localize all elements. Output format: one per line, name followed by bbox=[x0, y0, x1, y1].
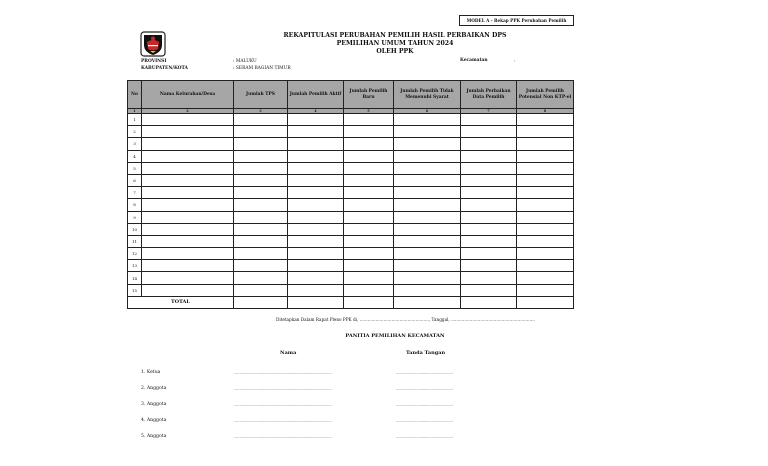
table-cell bbox=[517, 260, 574, 272]
table-cell bbox=[234, 138, 288, 150]
table-cell bbox=[288, 235, 344, 247]
table-cell bbox=[461, 248, 517, 260]
table-cell bbox=[234, 211, 288, 223]
table-cell bbox=[461, 138, 517, 150]
doc-title-line2: PEMILIHAN UMUM TAHUN 2024 bbox=[336, 40, 454, 47]
table-cell bbox=[461, 260, 517, 272]
table-cell bbox=[344, 138, 394, 150]
signatory-role: 4. Anggota bbox=[141, 418, 167, 423]
table-cell bbox=[234, 162, 288, 174]
table-cell bbox=[394, 126, 461, 138]
kecamatan-value: , bbox=[514, 58, 516, 63]
table-cell bbox=[142, 162, 234, 174]
row-number: 12 bbox=[128, 248, 142, 260]
table-cell bbox=[142, 284, 234, 296]
nama-column-heading: Nama bbox=[280, 350, 297, 356]
table-cell bbox=[344, 296, 394, 308]
table-cell bbox=[517, 235, 574, 247]
table-row bbox=[128, 187, 574, 199]
table-row bbox=[128, 248, 574, 260]
row-number: 8 bbox=[128, 199, 142, 211]
table-cell bbox=[517, 138, 574, 150]
table-cell bbox=[288, 260, 344, 272]
table-row bbox=[128, 162, 574, 174]
header-cell: Jumlah Pemilih Potensial Non KTP-el bbox=[517, 81, 574, 109]
table-cell bbox=[234, 235, 288, 247]
row-number: 7 bbox=[128, 187, 142, 199]
column-number: 7 bbox=[461, 109, 517, 114]
name-blank-line: ........................................................................................... bbox=[234, 402, 332, 407]
table-cell bbox=[394, 162, 461, 174]
table-cell bbox=[461, 223, 517, 235]
table-cell bbox=[288, 138, 344, 150]
name-blank-line: ........................................................................................... bbox=[234, 434, 332, 439]
table-row bbox=[128, 235, 574, 247]
total-label: TOTAL bbox=[128, 296, 234, 308]
header-cell: Jumlah TPS bbox=[234, 81, 288, 109]
table-cell bbox=[142, 260, 234, 272]
table-cell bbox=[234, 150, 288, 162]
table-cell bbox=[461, 235, 517, 247]
table-cell bbox=[394, 296, 461, 308]
signature-blank-line: ..................................................... bbox=[396, 434, 453, 439]
table-cell bbox=[517, 187, 574, 199]
table-cell bbox=[394, 199, 461, 211]
row-number: 10 bbox=[128, 223, 142, 235]
table-cell bbox=[344, 235, 394, 247]
signature-blank-line: ..................................................... bbox=[396, 418, 453, 423]
table-cell bbox=[394, 223, 461, 235]
table-cell bbox=[234, 223, 288, 235]
table-cell bbox=[288, 211, 344, 223]
signature-blank-line: ..................................................... bbox=[396, 370, 453, 375]
signatory-role: 3. Anggota bbox=[141, 402, 167, 407]
table-cell bbox=[517, 126, 574, 138]
row-number: 5 bbox=[128, 162, 142, 174]
table-cell bbox=[517, 199, 574, 211]
table-row bbox=[128, 138, 574, 150]
table-row bbox=[128, 260, 574, 272]
table-cell bbox=[394, 211, 461, 223]
column-number: 6 bbox=[394, 109, 461, 114]
table-cell bbox=[344, 162, 394, 174]
table-cell bbox=[344, 248, 394, 260]
kabupaten-value: : SERAM BAGIAN TIMUR bbox=[233, 66, 291, 71]
table-cell bbox=[234, 114, 288, 126]
table-cell bbox=[344, 126, 394, 138]
header-row bbox=[128, 81, 574, 109]
doc-title-line1: REKAPITULASI PERUBAHAN PEMILIH HASIL PERBAIKAN DPS bbox=[283, 32, 507, 39]
table-cell bbox=[461, 174, 517, 186]
table-cell bbox=[288, 126, 344, 138]
table-cell bbox=[142, 138, 234, 150]
table-cell bbox=[234, 272, 288, 284]
row-number: 4 bbox=[128, 150, 142, 162]
table-cell bbox=[288, 187, 344, 199]
table-cell bbox=[394, 150, 461, 162]
table-cell bbox=[142, 199, 234, 211]
table-cell bbox=[344, 150, 394, 162]
table-cell bbox=[394, 138, 461, 150]
table-cell bbox=[288, 284, 344, 296]
signatory-role: 2. Anggota bbox=[141, 386, 167, 391]
table-cell bbox=[344, 211, 394, 223]
rekap-table bbox=[127, 80, 574, 309]
provinsi-label: PROVINSI bbox=[141, 59, 167, 64]
column-number: 8 bbox=[517, 109, 574, 114]
table-cell bbox=[234, 187, 288, 199]
kecamatan-label: Kecamatan bbox=[460, 58, 488, 63]
table-cell bbox=[344, 199, 394, 211]
kabupaten-label: KABUPATEN/KOTA bbox=[141, 66, 188, 71]
row-number: 9 bbox=[128, 211, 142, 223]
row-number: 3 bbox=[128, 138, 142, 150]
table-cell bbox=[517, 114, 574, 126]
table-cell bbox=[344, 272, 394, 284]
row-number: 14 bbox=[128, 272, 142, 284]
table-cell bbox=[394, 187, 461, 199]
tanda-tangan-column-heading: Tanda Tangan bbox=[406, 350, 446, 356]
table-cell bbox=[461, 296, 517, 308]
table-cell bbox=[142, 235, 234, 247]
table-cell bbox=[234, 199, 288, 211]
table-cell bbox=[461, 211, 517, 223]
table-row bbox=[128, 223, 574, 235]
table-cell bbox=[142, 187, 234, 199]
row-number: 11 bbox=[128, 235, 142, 247]
table-cell bbox=[461, 126, 517, 138]
name-blank-line: ........................................................................................... bbox=[234, 386, 332, 391]
table-cell bbox=[288, 150, 344, 162]
header-cell: Jumlah Perbaikan Data Pemilih bbox=[461, 81, 517, 109]
table-cell bbox=[344, 114, 394, 126]
row-number: 15 bbox=[128, 284, 142, 296]
row-number: 6 bbox=[128, 174, 142, 186]
table-cell bbox=[461, 114, 517, 126]
table-cell bbox=[142, 114, 234, 126]
kpu-logo bbox=[140, 31, 166, 57]
table-cell bbox=[142, 150, 234, 162]
table-cell bbox=[344, 223, 394, 235]
signatory-role: 1. Ketua bbox=[141, 370, 161, 375]
table-cell bbox=[517, 174, 574, 186]
table-cell bbox=[517, 248, 574, 260]
total-row bbox=[128, 296, 574, 308]
table-cell bbox=[344, 284, 394, 296]
table-cell bbox=[288, 223, 344, 235]
table-cell bbox=[394, 174, 461, 186]
table-cell bbox=[394, 284, 461, 296]
table-cell bbox=[517, 296, 574, 308]
table-cell bbox=[234, 126, 288, 138]
name-blank-line: ........................................................................................... bbox=[234, 418, 332, 423]
column-number: 3 bbox=[234, 109, 288, 114]
panitia-title: PANITIA PEMILIHAN KECAMATAN bbox=[345, 333, 445, 339]
table-row bbox=[128, 272, 574, 284]
table-cell bbox=[234, 296, 288, 308]
table-cell bbox=[234, 284, 288, 296]
table-cell bbox=[461, 162, 517, 174]
table-cell bbox=[394, 272, 461, 284]
table-cell bbox=[461, 199, 517, 211]
doc-title-line3: OLEH PPK bbox=[376, 48, 414, 55]
table-cell bbox=[394, 235, 461, 247]
table-cell bbox=[461, 150, 517, 162]
table-cell bbox=[288, 248, 344, 260]
table-cell bbox=[288, 174, 344, 186]
table-cell bbox=[234, 248, 288, 260]
signature-blank-line: ..................................................... bbox=[396, 386, 453, 391]
table-row bbox=[128, 114, 574, 126]
table-cell bbox=[461, 187, 517, 199]
table-cell bbox=[288, 114, 344, 126]
table-row bbox=[128, 284, 574, 296]
header-cell: Nama Kelurahan/Desa bbox=[142, 81, 234, 109]
table-cell bbox=[394, 260, 461, 272]
table-row bbox=[128, 199, 574, 211]
table-cell bbox=[142, 272, 234, 284]
table-cell bbox=[517, 223, 574, 235]
provinsi-value: : MALUKU bbox=[233, 59, 257, 64]
row-number: 1 bbox=[128, 114, 142, 126]
signatory-role: 5. Anggota bbox=[141, 434, 167, 439]
table-cell bbox=[344, 174, 394, 186]
header-cell: Jumlah Pemilih Tidak Memenuhi Syarat bbox=[394, 81, 461, 109]
table-row bbox=[128, 150, 574, 162]
row-number: 13 bbox=[128, 260, 142, 272]
table-cell bbox=[234, 174, 288, 186]
table-cell bbox=[142, 223, 234, 235]
table-cell bbox=[461, 272, 517, 284]
ditetapkan-line: Ditetapkan Dalam Rapat Pleno PPK di, ...................................................., Tanggal, ............................................................... bbox=[276, 317, 535, 322]
header-cell: Jumlah Pemilih Baru bbox=[344, 81, 394, 109]
table-cell bbox=[461, 284, 517, 296]
row-number: 2 bbox=[128, 126, 142, 138]
name-blank-line: ........................................................................................... bbox=[234, 370, 332, 375]
table-cell bbox=[234, 260, 288, 272]
model-label: MODEL A - Rekap PPK Perubahan Pemilih bbox=[459, 15, 574, 26]
column-number: 2 bbox=[142, 109, 234, 114]
header-cell: Jumlah Pemilih Aktif bbox=[288, 81, 344, 109]
table-cell bbox=[142, 248, 234, 260]
table-cell bbox=[344, 260, 394, 272]
table-cell bbox=[142, 126, 234, 138]
table-row bbox=[128, 211, 574, 223]
table-cell bbox=[394, 248, 461, 260]
table-cell bbox=[288, 272, 344, 284]
table-cell bbox=[517, 162, 574, 174]
column-number: 1 bbox=[128, 109, 142, 114]
table-cell bbox=[288, 162, 344, 174]
table-cell bbox=[142, 211, 234, 223]
signature-blank-line: ..................................................... bbox=[396, 402, 453, 407]
table-cell bbox=[517, 284, 574, 296]
column-number: 5 bbox=[344, 109, 394, 114]
table-cell bbox=[394, 114, 461, 126]
column-number: 4 bbox=[288, 109, 344, 114]
table-cell bbox=[344, 187, 394, 199]
table-cell bbox=[517, 150, 574, 162]
header-cell: No bbox=[128, 81, 142, 109]
table-cell bbox=[288, 199, 344, 211]
table-cell bbox=[142, 174, 234, 186]
table-row bbox=[128, 126, 574, 138]
table-cell bbox=[517, 272, 574, 284]
table-cell bbox=[288, 296, 344, 308]
table-row bbox=[128, 174, 574, 186]
table-cell bbox=[517, 211, 574, 223]
